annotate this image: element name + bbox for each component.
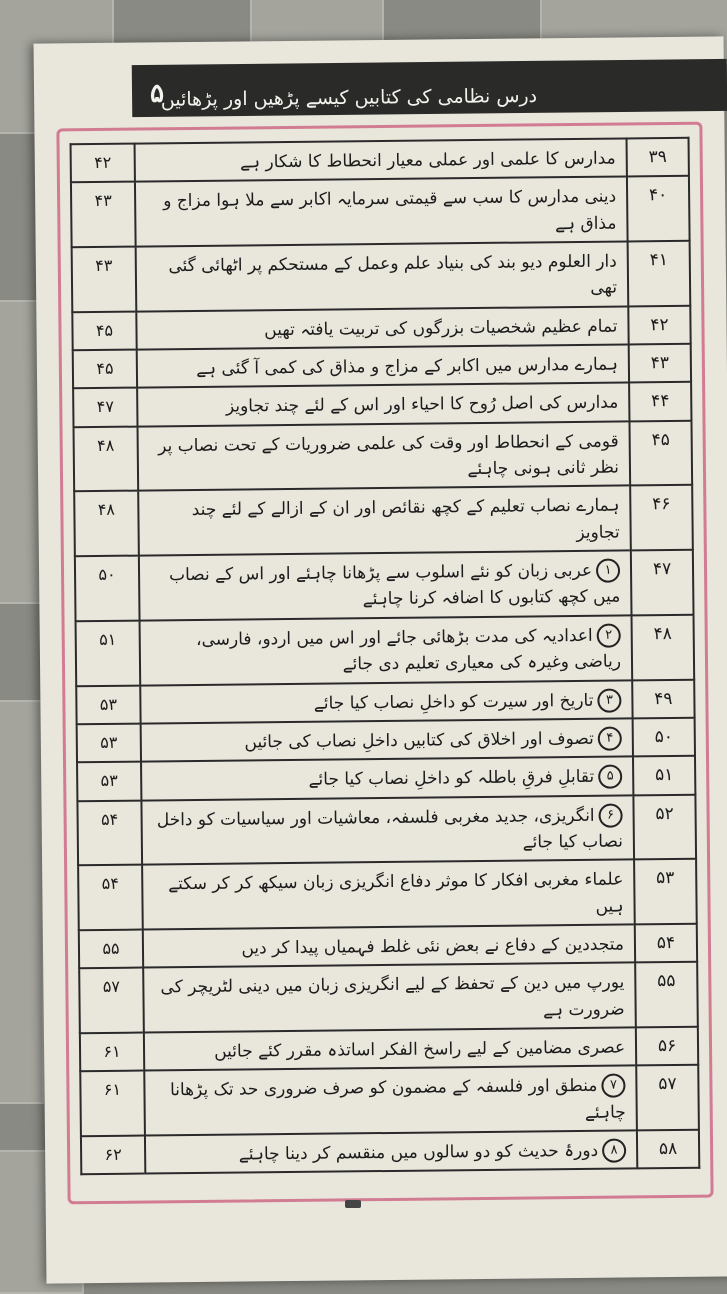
- toc-row-title-cell: [142, 860, 635, 930]
- toc-row-title-cell: [140, 680, 632, 723]
- toc-row-page: ۵۰: [75, 556, 140, 621]
- toc-row-page: ۶۱: [80, 1032, 144, 1071]
- toc-row-title: تمام عظیم شخصیات بزرگوں کی تربیت یافتہ تھیں: [264, 316, 618, 340]
- toc-row-title-cell: [140, 615, 633, 685]
- toc-table: [70, 137, 701, 1176]
- toc-row-page: ۴۷: [73, 388, 137, 427]
- toc-row-title: عربی زبان کو نئے اسلوب سے پڑھانا چاہئے اور اس کے نصاب میں کچھ کتابوں کا اضافہ کرنا چاہئے: [168, 560, 621, 610]
- toc-row-title: دار العلوم دیو بند کی بنیاد علم وعمل کے مستحکم پر اٹھائی گئی تھی: [168, 251, 618, 299]
- toc-row-title-cell: [141, 795, 634, 865]
- numbered-bullet: ۲: [597, 623, 621, 647]
- numbered-bullet: ۶: [598, 803, 622, 827]
- toc-row-page: ۵۷: [79, 968, 144, 1033]
- toc-row-number: ۴۵: [629, 421, 692, 486]
- numbered-bullet: ۷: [601, 1074, 625, 1098]
- toc-row-number: ۵۴: [635, 924, 697, 963]
- page-title: درس نظامی کی کتابیں کیسے پڑھیں اور پڑھائیں: [160, 84, 538, 111]
- toc-row-number: ۴۴: [629, 382, 691, 421]
- toc-row-title: تصوف اور اخلاق کی کتابیں داخلِ نصاب کی جائیں: [244, 728, 594, 753]
- toc-row-page: ۴۸: [74, 426, 139, 491]
- toc-row-page: ۴۳: [71, 182, 136, 247]
- toc-row-title-cell: [138, 421, 631, 491]
- toc-frame: [56, 122, 713, 1205]
- toc-body: [71, 138, 700, 1175]
- toc-row-page: ۵۳: [77, 723, 141, 762]
- toc-row-title: متجددین کے دفاع نے بعض نئی غلط فہمیاں پیدا کر دیں: [241, 934, 625, 959]
- toc-row: [77, 794, 696, 865]
- toc-row-number: ۴۱: [628, 241, 691, 306]
- toc-row-number: ۵۱: [633, 756, 695, 795]
- toc-row-title: منطق اور فلسفہ کے مضمون کو صرف ضروری حد تک پڑھانا چاہئے: [169, 1076, 626, 1123]
- toc-row-page: ۴۵: [73, 350, 137, 389]
- toc-row: [72, 306, 690, 351]
- toc-row-number: ۴۲: [628, 306, 690, 345]
- toc-row-title-cell: [138, 486, 631, 556]
- toc-row: [71, 138, 689, 183]
- toc-row-title-cell: [136, 306, 628, 349]
- toc-row: [80, 1065, 699, 1136]
- toc-row-title: ہمارے نصاب تعلیم کے کچھ نقائص اور ان کے ازالے کے لئے چند تجاویز: [191, 495, 620, 543]
- toc-row-title-cell: [139, 551, 632, 621]
- numbered-bullet: ۸: [602, 1138, 626, 1162]
- toc-row-title-cell: [141, 718, 633, 761]
- toc-row-title-cell: [143, 963, 636, 1033]
- toc-row-title: تاریخ اور سیرت کو داخلِ نصاب کیا جائے: [313, 690, 594, 714]
- page-number: ۵: [149, 78, 165, 109]
- toc-row-number: ۵۸: [637, 1130, 699, 1169]
- toc-row-title: مدارس کی اصل رُوح کا احیاء اور اس کے لئے چند تجاویز: [225, 392, 619, 418]
- toc-row: [79, 924, 697, 969]
- toc-row-number: ۵۶: [636, 1027, 698, 1066]
- toc-row: [71, 176, 690, 247]
- toc-row: [74, 421, 693, 492]
- background-book-cover: [0, 700, 44, 1104]
- toc-row: [74, 485, 693, 556]
- toc-row: [75, 550, 694, 621]
- toc-row-page: ۶۱: [80, 1071, 145, 1136]
- toc-row-title: اعدادیہ کی مدت بڑھائی جائے اور اس میں اردو، فارسی، ریاضی وغیرہ کی معیاری تعلیم دی جائے: [195, 625, 622, 675]
- toc-row-page: ۴۸: [74, 491, 139, 556]
- page-header: [132, 59, 727, 117]
- toc-row-title-cell: [135, 177, 628, 247]
- toc-row: [76, 679, 694, 724]
- numbered-bullet: ۳: [597, 688, 621, 712]
- toc-row: [78, 859, 697, 930]
- toc-row-number: ۴۰: [627, 176, 690, 241]
- page-footer-ornament: [345, 1200, 361, 1208]
- toc-row-page: ۴۲: [71, 144, 135, 183]
- toc-row: [77, 718, 695, 763]
- toc-row: [80, 1027, 698, 1072]
- toc-row-number: ۵۳: [634, 859, 697, 924]
- toc-row-number: ۵۷: [636, 1065, 699, 1130]
- numbered-bullet: ۱: [596, 559, 620, 583]
- toc-row-title-cell: [135, 138, 627, 181]
- toc-row-title-cell: [143, 924, 635, 967]
- toc-row-title: عصری مضامین کے لیے راسخ الفکر اساتذہ مقرر کئے جائیں: [214, 1037, 626, 1062]
- toc-row-page: ۵۳: [76, 685, 140, 724]
- toc-row-title-cell: [144, 1027, 636, 1070]
- toc-row: [77, 756, 695, 801]
- toc-row-page: ۴۳: [72, 247, 137, 312]
- toc-row-title-cell: [144, 1066, 637, 1136]
- toc-row-title-cell: [137, 383, 629, 426]
- toc-row-title: ہمارے مدارس میں اکابر کے مزاج و مذاق کی کمی آ گئی ہے: [196, 354, 618, 380]
- toc-row-title: تقابلِ فرقِ باطلہ کو داخلِ نصاب کیا جائے: [308, 767, 595, 790]
- toc-row-title-cell: [136, 241, 629, 311]
- toc-row-page: ۵۱: [76, 620, 141, 685]
- toc-row-title: دورۂ حدیث کو دو سالوں میں منقسم کر دینا چاہئے: [238, 1140, 599, 1165]
- toc-row-title-cell: [145, 1130, 637, 1173]
- toc-row-number: ۴۷: [631, 550, 694, 615]
- toc-row-number: ۴۳: [629, 344, 691, 383]
- toc-row: [73, 344, 691, 389]
- toc-row-page: ۵۳: [77, 762, 141, 801]
- toc-row-title-cell: [137, 344, 629, 387]
- toc-row-number: ۵۵: [635, 962, 698, 1027]
- toc-row-title: قومی کے انحطاط اور وقت کی علمی ضروریات کے تحت نصاب پر نظر ثانی ہونی چاہئے: [158, 431, 620, 480]
- toc-row-title: مدارس کا علمی اور عملی معیار انحطاط کا شکار ہے: [240, 148, 616, 173]
- toc-row-title-cell: [141, 757, 633, 800]
- toc-row-page: ۶۲: [81, 1136, 145, 1175]
- toc-row-number: ۴۸: [632, 615, 695, 680]
- toc-row-page: ۵۴: [77, 800, 142, 865]
- toc-row-number: ۵۲: [633, 794, 696, 859]
- toc-row-page: ۵۴: [78, 865, 143, 930]
- toc-row-title: علماء مغربی افکار کا موثر دفاع انگریزی زبان سیکھ کر کر سکتے ہیں: [168, 869, 624, 917]
- toc-row-page: ۴۵: [72, 311, 136, 350]
- toc-row-title: انگریزی، جدید مغربی فلسفہ، معاشیات اور سیاسیات کو داخل نصاب کیا جائے: [156, 805, 623, 853]
- toc-row: [76, 615, 695, 686]
- numbered-bullet: ۴: [598, 726, 622, 750]
- toc-row: [72, 241, 691, 312]
- toc-row-number: ۵۰: [633, 718, 695, 757]
- numbered-bullet: ۵: [598, 765, 622, 789]
- toc-row: [73, 382, 691, 427]
- toc-row-page: ۵۵: [79, 929, 143, 968]
- toc-row-title: دینی مدارس کا سب سے قیمتی سرمایہ اکابر سے ملا ہوا مزاج و مذاق ہے: [163, 186, 617, 234]
- toc-row-number: ۴۶: [630, 485, 693, 550]
- toc-row: [81, 1130, 699, 1175]
- toc-row-title: یورپ میں دین کے تحفظ کے لیے انگریزی زبان میں دینی لٹریچر کی ضرورت ہے: [160, 972, 625, 1020]
- toc-row: [79, 962, 698, 1033]
- toc-row-number: ۳۹: [627, 138, 689, 177]
- toc-row-number: ۴۹: [632, 679, 694, 718]
